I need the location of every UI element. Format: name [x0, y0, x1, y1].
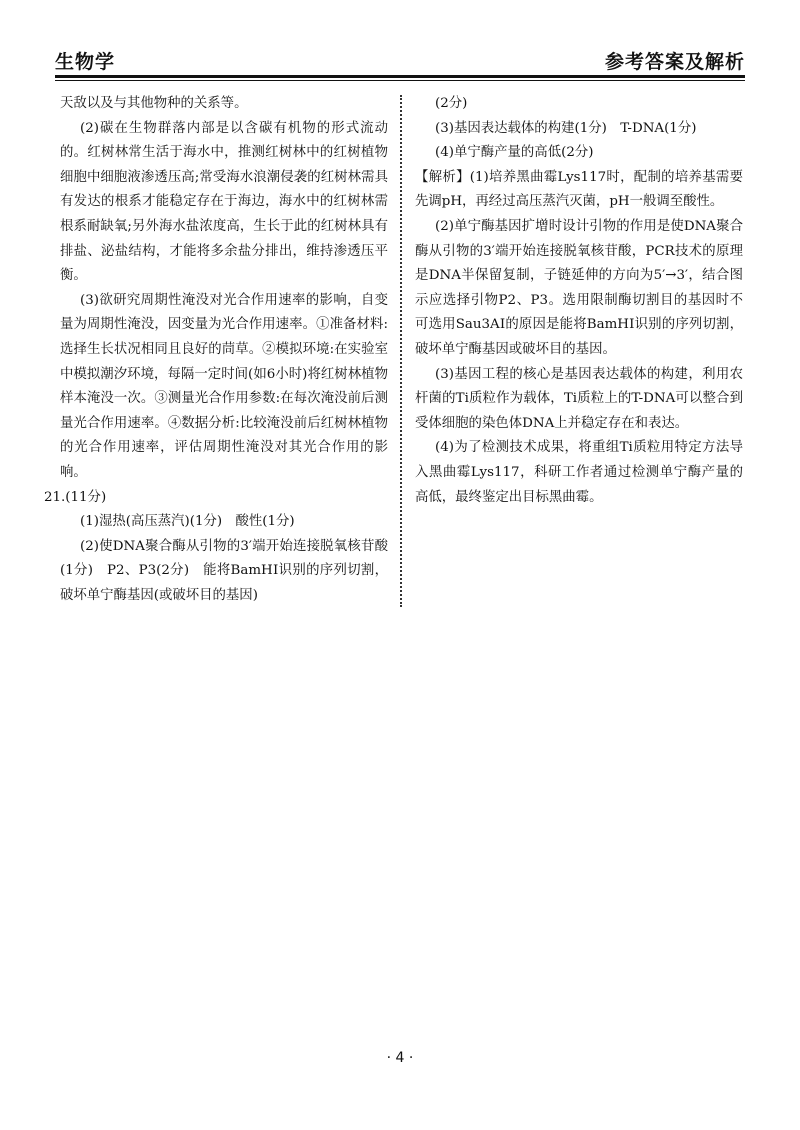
paragraph: (2)使DNA聚合酶从引物的3′端开始连接脱氧核苷酸(1分) P2、P3(2分) 能将BamHⅠ识别的序列切割，破坏单宁酶基因(或破坏目的基因)	[60, 538, 388, 603]
header-rule-thick	[55, 75, 745, 78]
subject-title: 生物学	[55, 51, 116, 73]
paragraph: (2)碳在生物群落内部是以含碳有机物的形式流动的。红树林常生活于海水中，推测红树林中的红树植物细胞中细胞液渗透压高;常受海水浪潮侵袭的红树林需具有发达的根系才能稳定存在于海边，海水中的红树林需根系耐缺氧;另外海水盐浓度高，生长于此的红树林具有排盐、泌盐结构，才能将多余盐分排出，维持渗透压平衡。	[60, 120, 388, 284]
paragraph: 天敌以及与其他物种的关系等。	[60, 96, 248, 111]
header-rule-thin	[55, 80, 745, 81]
right-column	[415, 92, 743, 510]
paragraph: (3)欲研究周期性淹没对光合作用速率的影响，自变量为周期性淹没，因变量为光合作用速率。①准备材料:选择生长状况相同且良好的茼草。②模拟环境:在实验室中模拟潮汐环境，每隔一定时间(如6小时)将红树林植物样本淹没一次。③测量光合作用参数:在每次淹没前后测量光合作用速率。④数据分析:比较淹没前后红树林植物的光合作用速率，评估周期性淹没对其光合作用的影响。	[60, 292, 388, 480]
paragraph: (2分)	[435, 96, 468, 111]
paragraph: (4)单宁酶产量的高低(2分)	[435, 145, 594, 161]
paragraph: (4)为了检测技术成果，将重组Ti质粒用特定方法导入黑曲霉Lys117，科研工作者通过检测单宁酶产量的高低，最终鉴定出目标黑曲霉。	[415, 440, 743, 505]
question-heading: 21.(11分)	[44, 489, 107, 505]
page-header	[55, 44, 745, 74]
left-column	[44, 92, 388, 608]
analysis-paragraph: 【解析】(1)培养黑曲霉Lys117时，配制的培养基需要先调pH，再经过高压蒸汽灭菌，pH一般调至酸性。	[415, 169, 743, 210]
section-title: 参考答案及解析	[604, 51, 745, 73]
paragraph: (1)湿热(高压蒸汽)(1分) 酸性(1分)	[80, 514, 295, 530]
paragraph: (3)基因工程的核心是基因表达载体的构建，利用农杆菌的Ti质粒作为载体，Ti质粒上的T-DNA可以整合到受体细胞的染色体DNA上并稳定存在和表达。	[415, 366, 743, 431]
page-number: · 4 ·	[386, 1050, 414, 1066]
paragraph: (3)基因表达载体的构建(1分) T-DNA(1分)	[435, 120, 697, 136]
column-divider	[400, 95, 402, 607]
paragraph: (2)单宁酶基因扩增时设计引物的作用是使DNA聚合酶从引物的3′端开始连接脱氧核苷酸，PCR技术的原理是DNA半保留复制，子链延伸的方向为5′→3′，结合图示应选择引物P2、P3。选用限制酶切割目的基因时不可选用Sau3AⅠ的原因是能将BamHⅠ识别的序列切割，破坏单宁酶基因或破坏目的基因。	[415, 218, 743, 357]
